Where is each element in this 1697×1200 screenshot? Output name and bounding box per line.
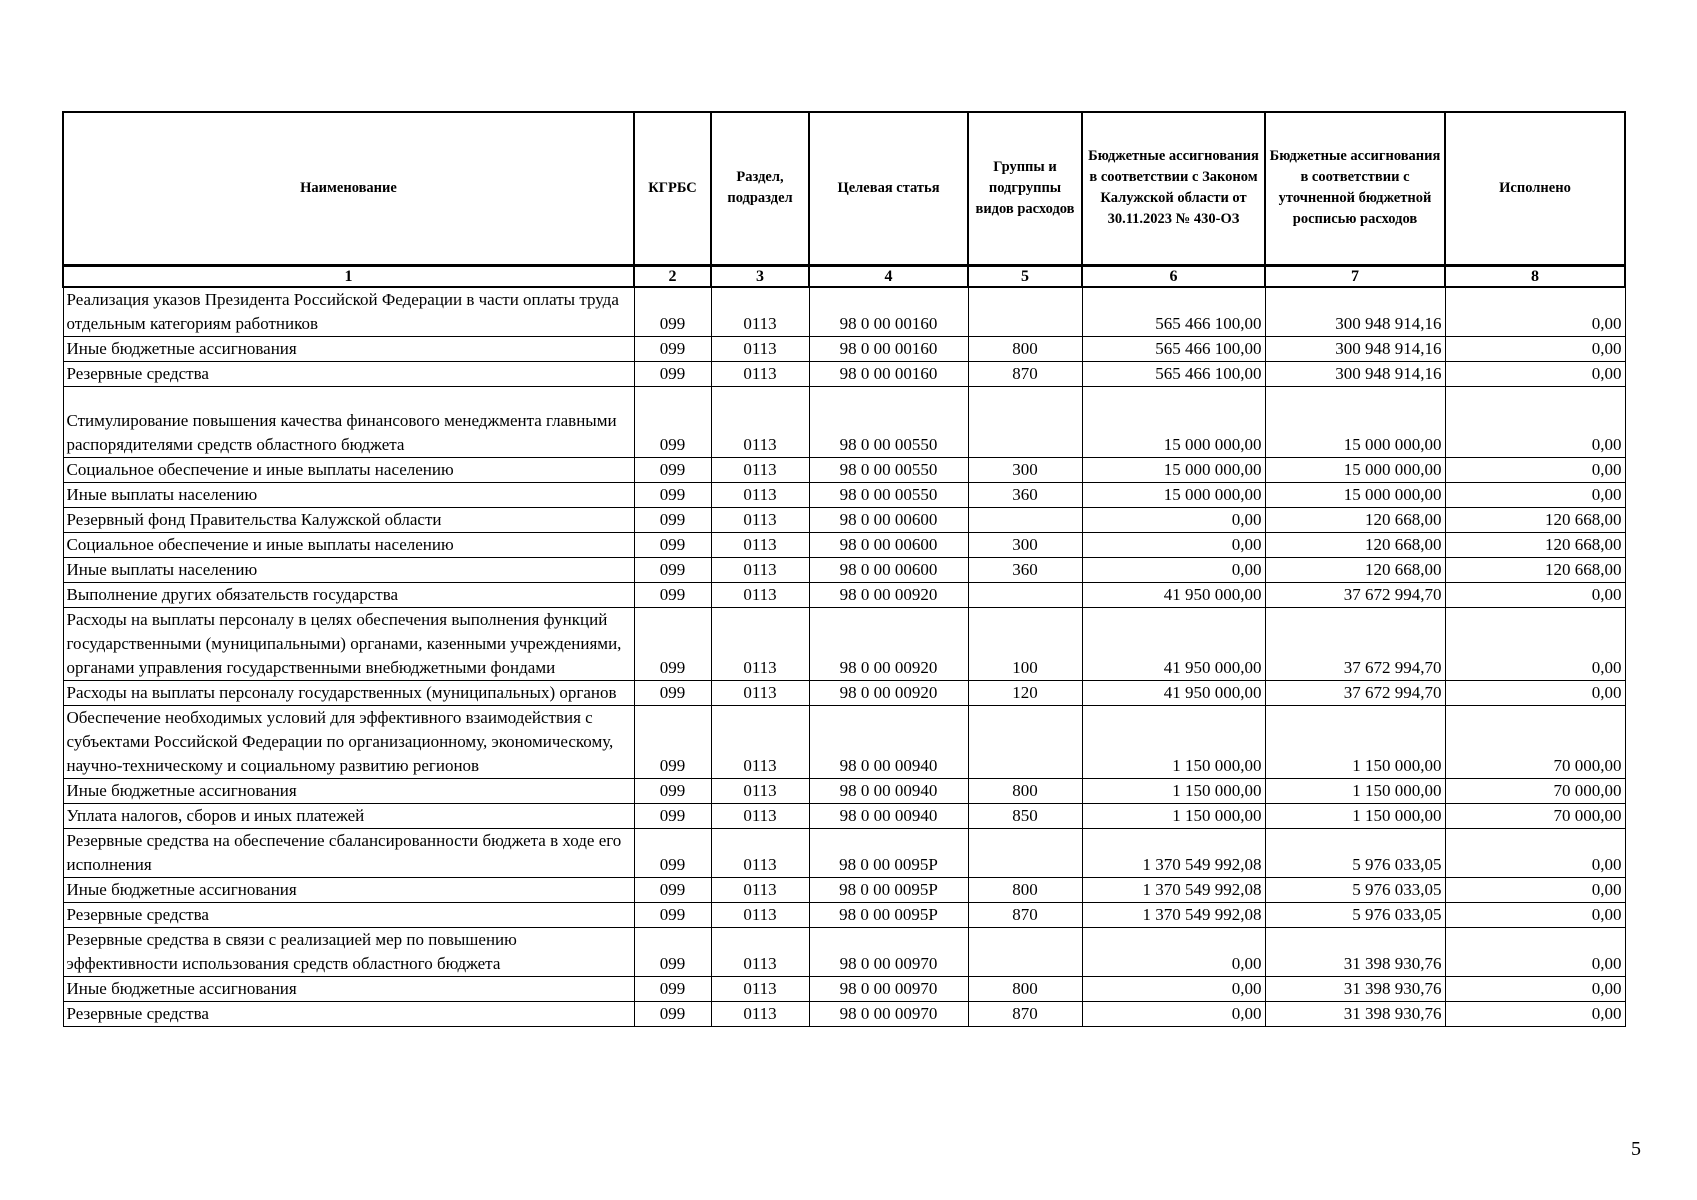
table-body (63, 287, 1625, 1027)
cell-kgrbs: 099 (634, 457, 711, 482)
cell-executed: 120 668,00 (1445, 532, 1625, 557)
cell-updated-allocation: 120 668,00 (1265, 532, 1445, 557)
cell-name: Иные выплаты населению (63, 482, 634, 507)
cell-group: 850 (968, 803, 1082, 828)
table-row (63, 1001, 1625, 1026)
column-number: 7 (1265, 265, 1445, 287)
cell-section: 0113 (711, 386, 809, 457)
table-row (63, 507, 1625, 532)
cell-target: 98 0 00 00160 (809, 336, 968, 361)
column-number: 1 (63, 265, 634, 287)
column-number: 4 (809, 265, 968, 287)
cell-name: Иные бюджетные ассигнования (63, 778, 634, 803)
cell-target: 98 0 00 00940 (809, 803, 968, 828)
cell-name: Резервные средства в связи с реализацией мер по повышению эффективности использования средств областного бюджета (63, 927, 634, 976)
cell-target: 98 0 00 00940 (809, 778, 968, 803)
cell-name: Расходы на выплаты персоналу в целях обеспечения выполнения функций государственными (муниципальными) органами, казенными учреждениями, органами управления государственными внебюджетными фондами (63, 607, 634, 680)
cell-kgrbs: 099 (634, 902, 711, 927)
cell-updated-allocation: 300 948 914,16 (1265, 361, 1445, 386)
column-number: 2 (634, 265, 711, 287)
cell-name: Резервные средства на обеспечение сбалансированности бюджета в ходе его исполнения (63, 828, 634, 877)
cell-group (968, 582, 1082, 607)
cell-updated-allocation: 5 976 033,05 (1265, 877, 1445, 902)
cell-updated-allocation: 5 976 033,05 (1265, 828, 1445, 877)
table-row (63, 803, 1625, 828)
cell-updated-allocation: 120 668,00 (1265, 507, 1445, 532)
cell-target: 98 0 00 0095Р (809, 902, 968, 927)
cell-executed: 0,00 (1445, 607, 1625, 680)
cell-target: 98 0 00 00600 (809, 532, 968, 557)
cell-section: 0113 (711, 482, 809, 507)
cell-group (968, 705, 1082, 778)
cell-target: 98 0 00 00160 (809, 361, 968, 386)
cell-section: 0113 (711, 361, 809, 386)
cell-section: 0113 (711, 803, 809, 828)
table-row (63, 877, 1625, 902)
cell-updated-allocation: 1 150 000,00 (1265, 778, 1445, 803)
cell-executed: 70 000,00 (1445, 803, 1625, 828)
cell-updated-allocation: 15 000 000,00 (1265, 386, 1445, 457)
cell-group (968, 927, 1082, 976)
cell-law-allocation: 41 950 000,00 (1082, 607, 1265, 680)
page-number: 5 (1631, 1138, 1641, 1160)
cell-target: 98 0 00 0095Р (809, 828, 968, 877)
cell-target: 98 0 00 00940 (809, 705, 968, 778)
header-law-allocations: Бюджетные ассигнования в соответствии с Законом Калужской области от 30.11.2023 № 430-ОЗ (1082, 112, 1265, 265)
table-row (63, 607, 1625, 680)
cell-group: 800 (968, 778, 1082, 803)
cell-name: Стимулирование повышения качества финансового менеджмента главными распорядителями средств областного бюджета (63, 386, 634, 457)
cell-executed: 0,00 (1445, 482, 1625, 507)
cell-name: Резервный фонд Правительства Калужской области (63, 507, 634, 532)
cell-updated-allocation: 1 150 000,00 (1265, 705, 1445, 778)
cell-updated-allocation: 31 398 930,76 (1265, 1001, 1445, 1026)
cell-kgrbs: 099 (634, 386, 711, 457)
cell-group: 360 (968, 482, 1082, 507)
cell-target: 98 0 00 00920 (809, 680, 968, 705)
cell-kgrbs: 099 (634, 877, 711, 902)
cell-law-allocation: 1 150 000,00 (1082, 803, 1265, 828)
table-row (63, 705, 1625, 778)
cell-kgrbs: 099 (634, 927, 711, 976)
cell-group (968, 828, 1082, 877)
budget-report-page (62, 111, 1624, 1027)
cell-section: 0113 (711, 680, 809, 705)
cell-executed: 0,00 (1445, 361, 1625, 386)
cell-section: 0113 (711, 828, 809, 877)
cell-executed: 0,00 (1445, 877, 1625, 902)
cell-kgrbs: 099 (634, 361, 711, 386)
table-row (63, 532, 1625, 557)
cell-executed: 0,00 (1445, 1001, 1625, 1026)
cell-updated-allocation: 5 976 033,05 (1265, 902, 1445, 927)
cell-section: 0113 (711, 557, 809, 582)
cell-kgrbs: 099 (634, 482, 711, 507)
cell-target: 98 0 00 00600 (809, 557, 968, 582)
cell-group: 870 (968, 361, 1082, 386)
cell-law-allocation: 0,00 (1082, 532, 1265, 557)
cell-executed: 120 668,00 (1445, 557, 1625, 582)
cell-updated-allocation: 37 672 994,70 (1265, 582, 1445, 607)
cell-law-allocation: 565 466 100,00 (1082, 361, 1265, 386)
cell-target: 98 0 00 00550 (809, 457, 968, 482)
cell-law-allocation: 565 466 100,00 (1082, 336, 1265, 361)
cell-section: 0113 (711, 507, 809, 532)
header-updated-allocations: Бюджетные ассигнования в соответствии с уточненной бюджетной росписью расходов (1265, 112, 1445, 265)
cell-group: 300 (968, 532, 1082, 557)
cell-law-allocation: 1 150 000,00 (1082, 778, 1265, 803)
cell-group: 360 (968, 557, 1082, 582)
cell-kgrbs: 099 (634, 336, 711, 361)
cell-law-allocation: 565 466 100,00 (1082, 287, 1265, 337)
table-row (63, 336, 1625, 361)
cell-section: 0113 (711, 287, 809, 337)
column-number: 5 (968, 265, 1082, 287)
cell-group: 870 (968, 902, 1082, 927)
cell-group (968, 287, 1082, 337)
cell-kgrbs: 099 (634, 507, 711, 532)
cell-kgrbs: 099 (634, 582, 711, 607)
table-row (63, 287, 1625, 337)
cell-executed: 0,00 (1445, 976, 1625, 1001)
table-row (63, 557, 1625, 582)
cell-updated-allocation: 1 150 000,00 (1265, 803, 1445, 828)
cell-executed: 70 000,00 (1445, 705, 1625, 778)
cell-law-allocation: 0,00 (1082, 507, 1265, 532)
table-row (63, 482, 1625, 507)
cell-name: Социальное обеспечение и иные выплаты населению (63, 457, 634, 482)
cell-kgrbs: 099 (634, 976, 711, 1001)
cell-name: Расходы на выплаты персоналу государственных (муниципальных) органов (63, 680, 634, 705)
cell-group: 800 (968, 336, 1082, 361)
cell-kgrbs: 099 (634, 680, 711, 705)
cell-updated-allocation: 300 948 914,16 (1265, 287, 1445, 337)
cell-law-allocation: 1 370 549 992,08 (1082, 902, 1265, 927)
table-row (63, 902, 1625, 927)
column-number: 3 (711, 265, 809, 287)
column-number: 8 (1445, 265, 1625, 287)
cell-name: Резервные средства (63, 361, 634, 386)
header-groups: Группы и подгруппы видов расходов (968, 112, 1082, 265)
cell-group: 800 (968, 976, 1082, 1001)
cell-target: 98 0 00 00970 (809, 1001, 968, 1026)
cell-name: Социальное обеспечение и иные выплаты населению (63, 532, 634, 557)
cell-name: Уплата налогов, сборов и иных платежей (63, 803, 634, 828)
table-row (63, 361, 1625, 386)
cell-section: 0113 (711, 582, 809, 607)
cell-law-allocation: 1 150 000,00 (1082, 705, 1265, 778)
cell-law-allocation: 0,00 (1082, 927, 1265, 976)
cell-group: 120 (968, 680, 1082, 705)
cell-group (968, 386, 1082, 457)
cell-law-allocation: 41 950 000,00 (1082, 680, 1265, 705)
cell-target: 98 0 00 00920 (809, 607, 968, 680)
cell-name: Выполнение других обязательств государства (63, 582, 634, 607)
cell-section: 0113 (711, 1001, 809, 1026)
cell-executed: 0,00 (1445, 582, 1625, 607)
cell-updated-allocation: 120 668,00 (1265, 557, 1445, 582)
cell-law-allocation: 1 370 549 992,08 (1082, 828, 1265, 877)
cell-kgrbs: 099 (634, 1001, 711, 1026)
cell-target: 98 0 00 00970 (809, 927, 968, 976)
cell-law-allocation: 1 370 549 992,08 (1082, 877, 1265, 902)
cell-section: 0113 (711, 976, 809, 1001)
cell-law-allocation: 15 000 000,00 (1082, 482, 1265, 507)
cell-kgrbs: 099 (634, 778, 711, 803)
cell-kgrbs: 099 (634, 705, 711, 778)
column-number: 6 (1082, 265, 1265, 287)
header-section: Раздел, подраздел (711, 112, 809, 265)
cell-group (968, 507, 1082, 532)
table-row (63, 976, 1625, 1001)
cell-updated-allocation: 300 948 914,16 (1265, 336, 1445, 361)
cell-executed: 0,00 (1445, 386, 1625, 457)
cell-target: 98 0 00 00550 (809, 386, 968, 457)
cell-law-allocation: 0,00 (1082, 976, 1265, 1001)
cell-target: 98 0 00 0095Р (809, 877, 968, 902)
cell-kgrbs: 099 (634, 532, 711, 557)
table-row (63, 680, 1625, 705)
cell-name: Иные бюджетные ассигнования (63, 336, 634, 361)
cell-section: 0113 (711, 927, 809, 976)
cell-updated-allocation: 31 398 930,76 (1265, 927, 1445, 976)
cell-target: 98 0 00 00970 (809, 976, 968, 1001)
cell-section: 0113 (711, 336, 809, 361)
cell-executed: 120 668,00 (1445, 507, 1625, 532)
table-row (63, 582, 1625, 607)
cell-target: 98 0 00 00600 (809, 507, 968, 532)
header-executed: Исполнено (1445, 112, 1625, 265)
cell-section: 0113 (711, 705, 809, 778)
cell-name: Резервные средства (63, 1001, 634, 1026)
cell-executed: 0,00 (1445, 902, 1625, 927)
cell-name: Иные бюджетные ассигнования (63, 877, 634, 902)
cell-executed: 0,00 (1445, 287, 1625, 337)
cell-kgrbs: 099 (634, 557, 711, 582)
cell-name: Реализация указов Президента Российской Федерации в части оплаты труда отдельным категориям работников (63, 287, 634, 337)
cell-law-allocation: 15 000 000,00 (1082, 386, 1265, 457)
cell-group: 800 (968, 877, 1082, 902)
cell-target: 98 0 00 00160 (809, 287, 968, 337)
cell-updated-allocation: 37 672 994,70 (1265, 680, 1445, 705)
table-row (63, 457, 1625, 482)
cell-law-allocation: 0,00 (1082, 1001, 1265, 1026)
cell-name: Обеспечение необходимых условий для эффективного взаимодействия с субъектами Российской Федерации по организационному, экономическому, научно-техническому и социальному развитию регионов (63, 705, 634, 778)
cell-target: 98 0 00 00550 (809, 482, 968, 507)
column-number-row (63, 265, 1625, 287)
cell-updated-allocation: 15 000 000,00 (1265, 482, 1445, 507)
cell-executed: 0,00 (1445, 336, 1625, 361)
cell-name: Иные бюджетные ассигнования (63, 976, 634, 1001)
cell-executed: 0,00 (1445, 457, 1625, 482)
cell-group: 300 (968, 457, 1082, 482)
cell-law-allocation: 0,00 (1082, 557, 1265, 582)
header-kgrbs: КГРБС (634, 112, 711, 265)
cell-section: 0113 (711, 607, 809, 680)
cell-kgrbs: 099 (634, 803, 711, 828)
table-row (63, 828, 1625, 877)
cell-section: 0113 (711, 902, 809, 927)
cell-law-allocation: 15 000 000,00 (1082, 457, 1265, 482)
table-row (63, 386, 1625, 457)
cell-updated-allocation: 31 398 930,76 (1265, 976, 1445, 1001)
cell-target: 98 0 00 00920 (809, 582, 968, 607)
header-target: Целевая статья (809, 112, 968, 265)
budget-table (62, 111, 1626, 1027)
cell-law-allocation: 41 950 000,00 (1082, 582, 1265, 607)
cell-group: 100 (968, 607, 1082, 680)
cell-section: 0113 (711, 778, 809, 803)
cell-executed: 0,00 (1445, 828, 1625, 877)
table-row (63, 927, 1625, 976)
cell-section: 0113 (711, 877, 809, 902)
header-name: Наименование (63, 112, 634, 265)
cell-name: Иные выплаты населению (63, 557, 634, 582)
cell-executed: 0,00 (1445, 680, 1625, 705)
cell-kgrbs: 099 (634, 287, 711, 337)
cell-kgrbs: 099 (634, 828, 711, 877)
cell-executed: 70 000,00 (1445, 778, 1625, 803)
cell-updated-allocation: 15 000 000,00 (1265, 457, 1445, 482)
table-header-row (63, 112, 1625, 265)
cell-updated-allocation: 37 672 994,70 (1265, 607, 1445, 680)
cell-section: 0113 (711, 532, 809, 557)
cell-name: Резервные средства (63, 902, 634, 927)
cell-executed: 0,00 (1445, 927, 1625, 976)
table-row (63, 778, 1625, 803)
cell-section: 0113 (711, 457, 809, 482)
cell-group: 870 (968, 1001, 1082, 1026)
cell-kgrbs: 099 (634, 607, 711, 680)
